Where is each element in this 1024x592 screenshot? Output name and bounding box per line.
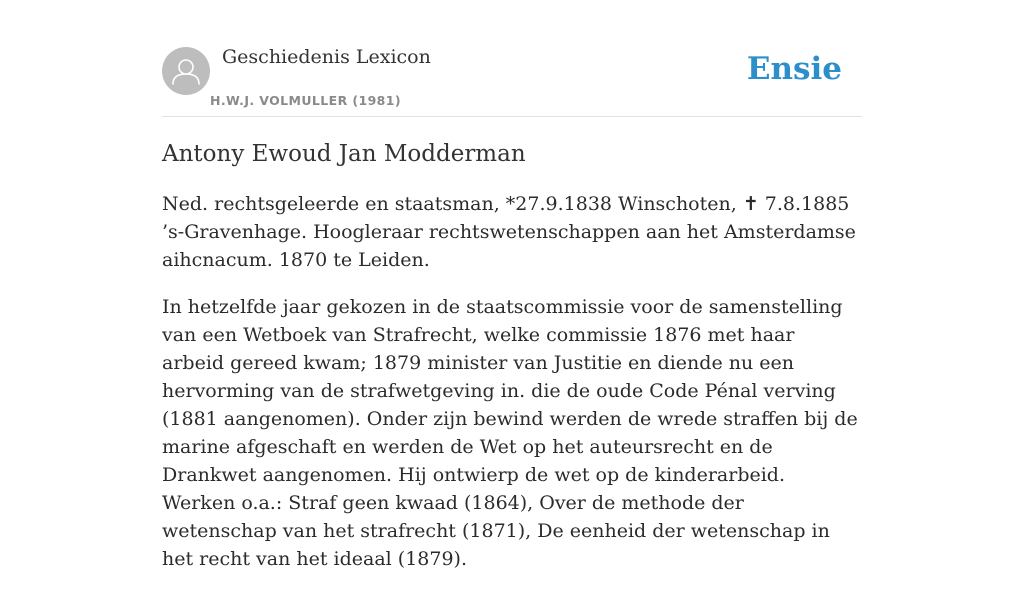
entry-paragraph: In hetzelfde jaar gekozen in de staatscommissie voor de samenstelling van een Wetboek van Strafrecht, welke commissie 1876 met haar arbeid gereed kwam; 1879 minister van Justitie en diende nu een hervorming van de strafwetgeving in. die de oude Code Pénal verving (1881 aangenomen). Onder zijn bewind werden de wrede straffen bij de marine afgeschaft en werden de Wet op het auteursrecht en de Drankwet aangenomen. Hij ontwierp de wet op de kinderarbeid. Werken o.a.: Straf geen kwaad (1864), Over de methode der wetenschap van het strafrecht (1871), De eenheid der wetenschap in het recht van het ideaal (1879).	[162, 296, 858, 570]
source-header	[162, 46, 862, 117]
user-avatar-icon[interactable]	[162, 47, 210, 95]
source-title[interactable]: Geschiedenis Lexicon	[222, 46, 431, 68]
source-author: H.W.J. VOLMULLER (1981)	[210, 93, 401, 108]
entry-content	[162, 138, 862, 592]
brand-logo[interactable]: Ensie	[746, 51, 842, 87]
user-outline-icon	[162, 47, 210, 95]
entry-title: Antony Ewoud Jan Modderman	[162, 141, 526, 167]
entry-paragraph: Ned. rechtsgeleerde en staatsman, *27.9.1838 Winschoten, ✝ 7.8.1885 ’s-Gravenhage. Hoogleraar rechtswetenschappen aan het Amsterdamse aihcnacum. 1870 te Leiden.	[162, 193, 856, 271]
